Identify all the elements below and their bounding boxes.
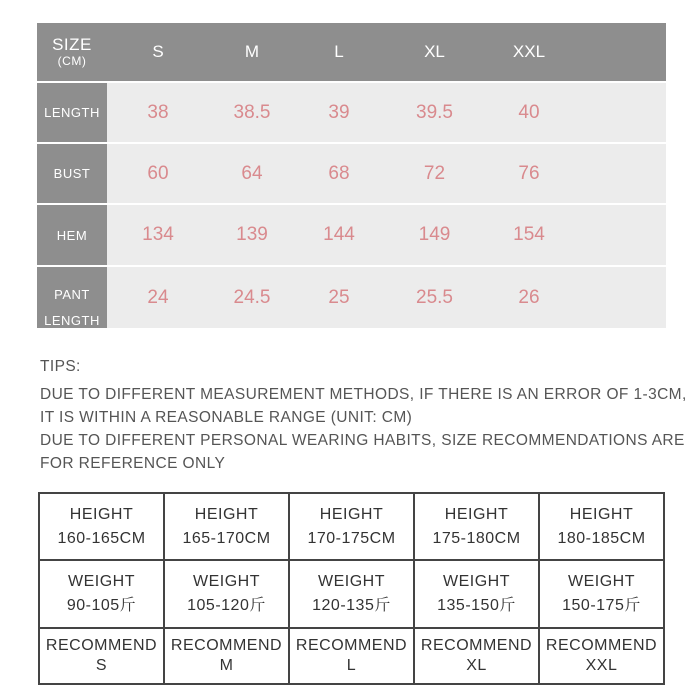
hem-value-s: 134 <box>142 224 174 245</box>
weight-label: WEIGHT <box>68 572 135 590</box>
recommend-cell <box>414 628 539 685</box>
tips-line: FOR REFERENCE ONLY <box>40 455 226 472</box>
height-value: 180-185CM <box>557 529 646 547</box>
length-value-xxl: 40 <box>518 101 540 123</box>
hem-value-m: 139 <box>236 224 268 245</box>
weight-label: WEIGHT <box>318 572 385 590</box>
length-label: LENGTH <box>37 83 107 142</box>
height-value: 160-165CM <box>57 529 146 547</box>
recommend-row <box>39 628 664 685</box>
recommend-cell <box>539 628 664 685</box>
weight-value: 150-175斤 <box>562 596 641 614</box>
bust-label: BUST <box>37 144 107 203</box>
pant-length-label <box>37 267 107 328</box>
size-col-xxl: XXL <box>512 42 546 61</box>
size-col-m: M <box>244 42 260 61</box>
bust-value-l: 68 <box>328 162 350 184</box>
recommend-size: XXL <box>585 656 618 674</box>
size-label: SIZE <box>52 35 92 54</box>
recommend-cell <box>164 628 289 685</box>
recommend-size: M <box>219 656 234 674</box>
tips-line: DUE TO DIFFERENT PERSONAL WEARING HABITS, SIZE RECOMMENDATIONS ARE <box>40 432 685 449</box>
weight-cell <box>289 560 414 627</box>
height-cell <box>39 493 164 560</box>
hem-value-l: 144 <box>323 224 355 245</box>
weight-cell <box>164 560 289 627</box>
size-col-empty <box>572 23 666 81</box>
height-cell <box>414 493 539 560</box>
weight-row <box>39 560 664 627</box>
size-header-label <box>37 23 107 81</box>
hem-value-xl: 149 <box>418 224 451 245</box>
length-value-m: 38.5 <box>233 101 271 123</box>
pant-length-value-s: 24 <box>147 286 169 308</box>
length-value-l: 39 <box>328 101 350 123</box>
size-chart <box>37 23 666 328</box>
recommend-label: RECOMMEND <box>170 636 283 654</box>
bust-value-xxl: 76 <box>518 162 540 184</box>
pant-length-row <box>37 265 666 328</box>
pant-length-value-l: 25 <box>328 286 350 308</box>
pant-length-value-m: 24.5 <box>233 286 271 308</box>
bust-value-xl: 72 <box>423 162 446 184</box>
bust-value-m: 64 <box>241 162 263 184</box>
recommend-cell <box>39 628 164 685</box>
height-cell <box>539 493 664 560</box>
weight-value: 120-135斤 <box>312 596 391 614</box>
height-value: 170-175CM <box>307 529 396 547</box>
recommend-size: S <box>95 656 108 674</box>
tips-line: DUE TO DIFFERENT MEASUREMENT METHODS, IF THERE IS AN ERROR OF 1-3CM, <box>40 386 687 403</box>
size-unit-label: (CM) <box>57 54 87 68</box>
weight-value: 135-150斤 <box>437 596 516 614</box>
height-cell <box>289 493 414 560</box>
weight-label: WEIGHT <box>193 572 260 590</box>
recommend-label: RECOMMEND <box>545 636 658 654</box>
pant-label-line1: PANT <box>54 287 90 302</box>
height-label: HEIGHT <box>319 505 384 523</box>
recommend-label: RECOMMEND <box>45 636 158 654</box>
length-value-s: 38 <box>147 101 169 123</box>
size-col-xl: XL <box>424 42 445 61</box>
height-label: HEIGHT <box>569 505 634 523</box>
height-cell <box>164 493 289 560</box>
weight-value: 105-120斤 <box>187 596 266 614</box>
bust-value-s: 60 <box>147 162 169 184</box>
pant-length-value-xl: 25.5 <box>416 286 453 308</box>
bust-row <box>37 142 666 203</box>
recommend-size: XL <box>466 656 487 674</box>
weight-label: WEIGHT <box>443 572 510 590</box>
tips-section <box>40 355 687 475</box>
recommend-size: L <box>346 656 357 674</box>
height-row <box>39 493 664 560</box>
pant-length-value-xxl: 26 <box>518 286 540 308</box>
recommend-cell <box>289 628 414 685</box>
height-value: 175-180CM <box>432 529 521 547</box>
weight-cell <box>539 560 664 627</box>
height-label: HEIGHT <box>444 505 509 523</box>
size-header-row <box>37 23 666 81</box>
hem-value-xxl: 154 <box>513 224 545 245</box>
height-value: 165-170CM <box>182 529 271 547</box>
tips-title: TIPS: <box>40 358 81 375</box>
recommend-label: RECOMMEND <box>420 636 533 654</box>
weight-label: WEIGHT <box>568 572 635 590</box>
size-col-s: S <box>152 42 164 61</box>
length-value-xl: 39.5 <box>416 101 453 123</box>
height-label: HEIGHT <box>194 505 259 523</box>
weight-cell <box>39 560 164 627</box>
weight-value: 90-105斤 <box>66 596 137 614</box>
recommend-table <box>38 492 665 685</box>
weight-cell <box>414 560 539 627</box>
recommend-label: RECOMMEND <box>295 636 408 654</box>
tips-line: IT IS WITHIN A REASONABLE RANGE (UNIT: CM) <box>40 409 413 426</box>
hem-row <box>37 203 666 265</box>
height-label: HEIGHT <box>69 505 134 523</box>
length-row <box>37 81 666 142</box>
pant-label-line2: LENGTH <box>44 313 100 328</box>
size-col-l: L <box>334 42 344 61</box>
hem-label: HEM <box>37 205 107 265</box>
